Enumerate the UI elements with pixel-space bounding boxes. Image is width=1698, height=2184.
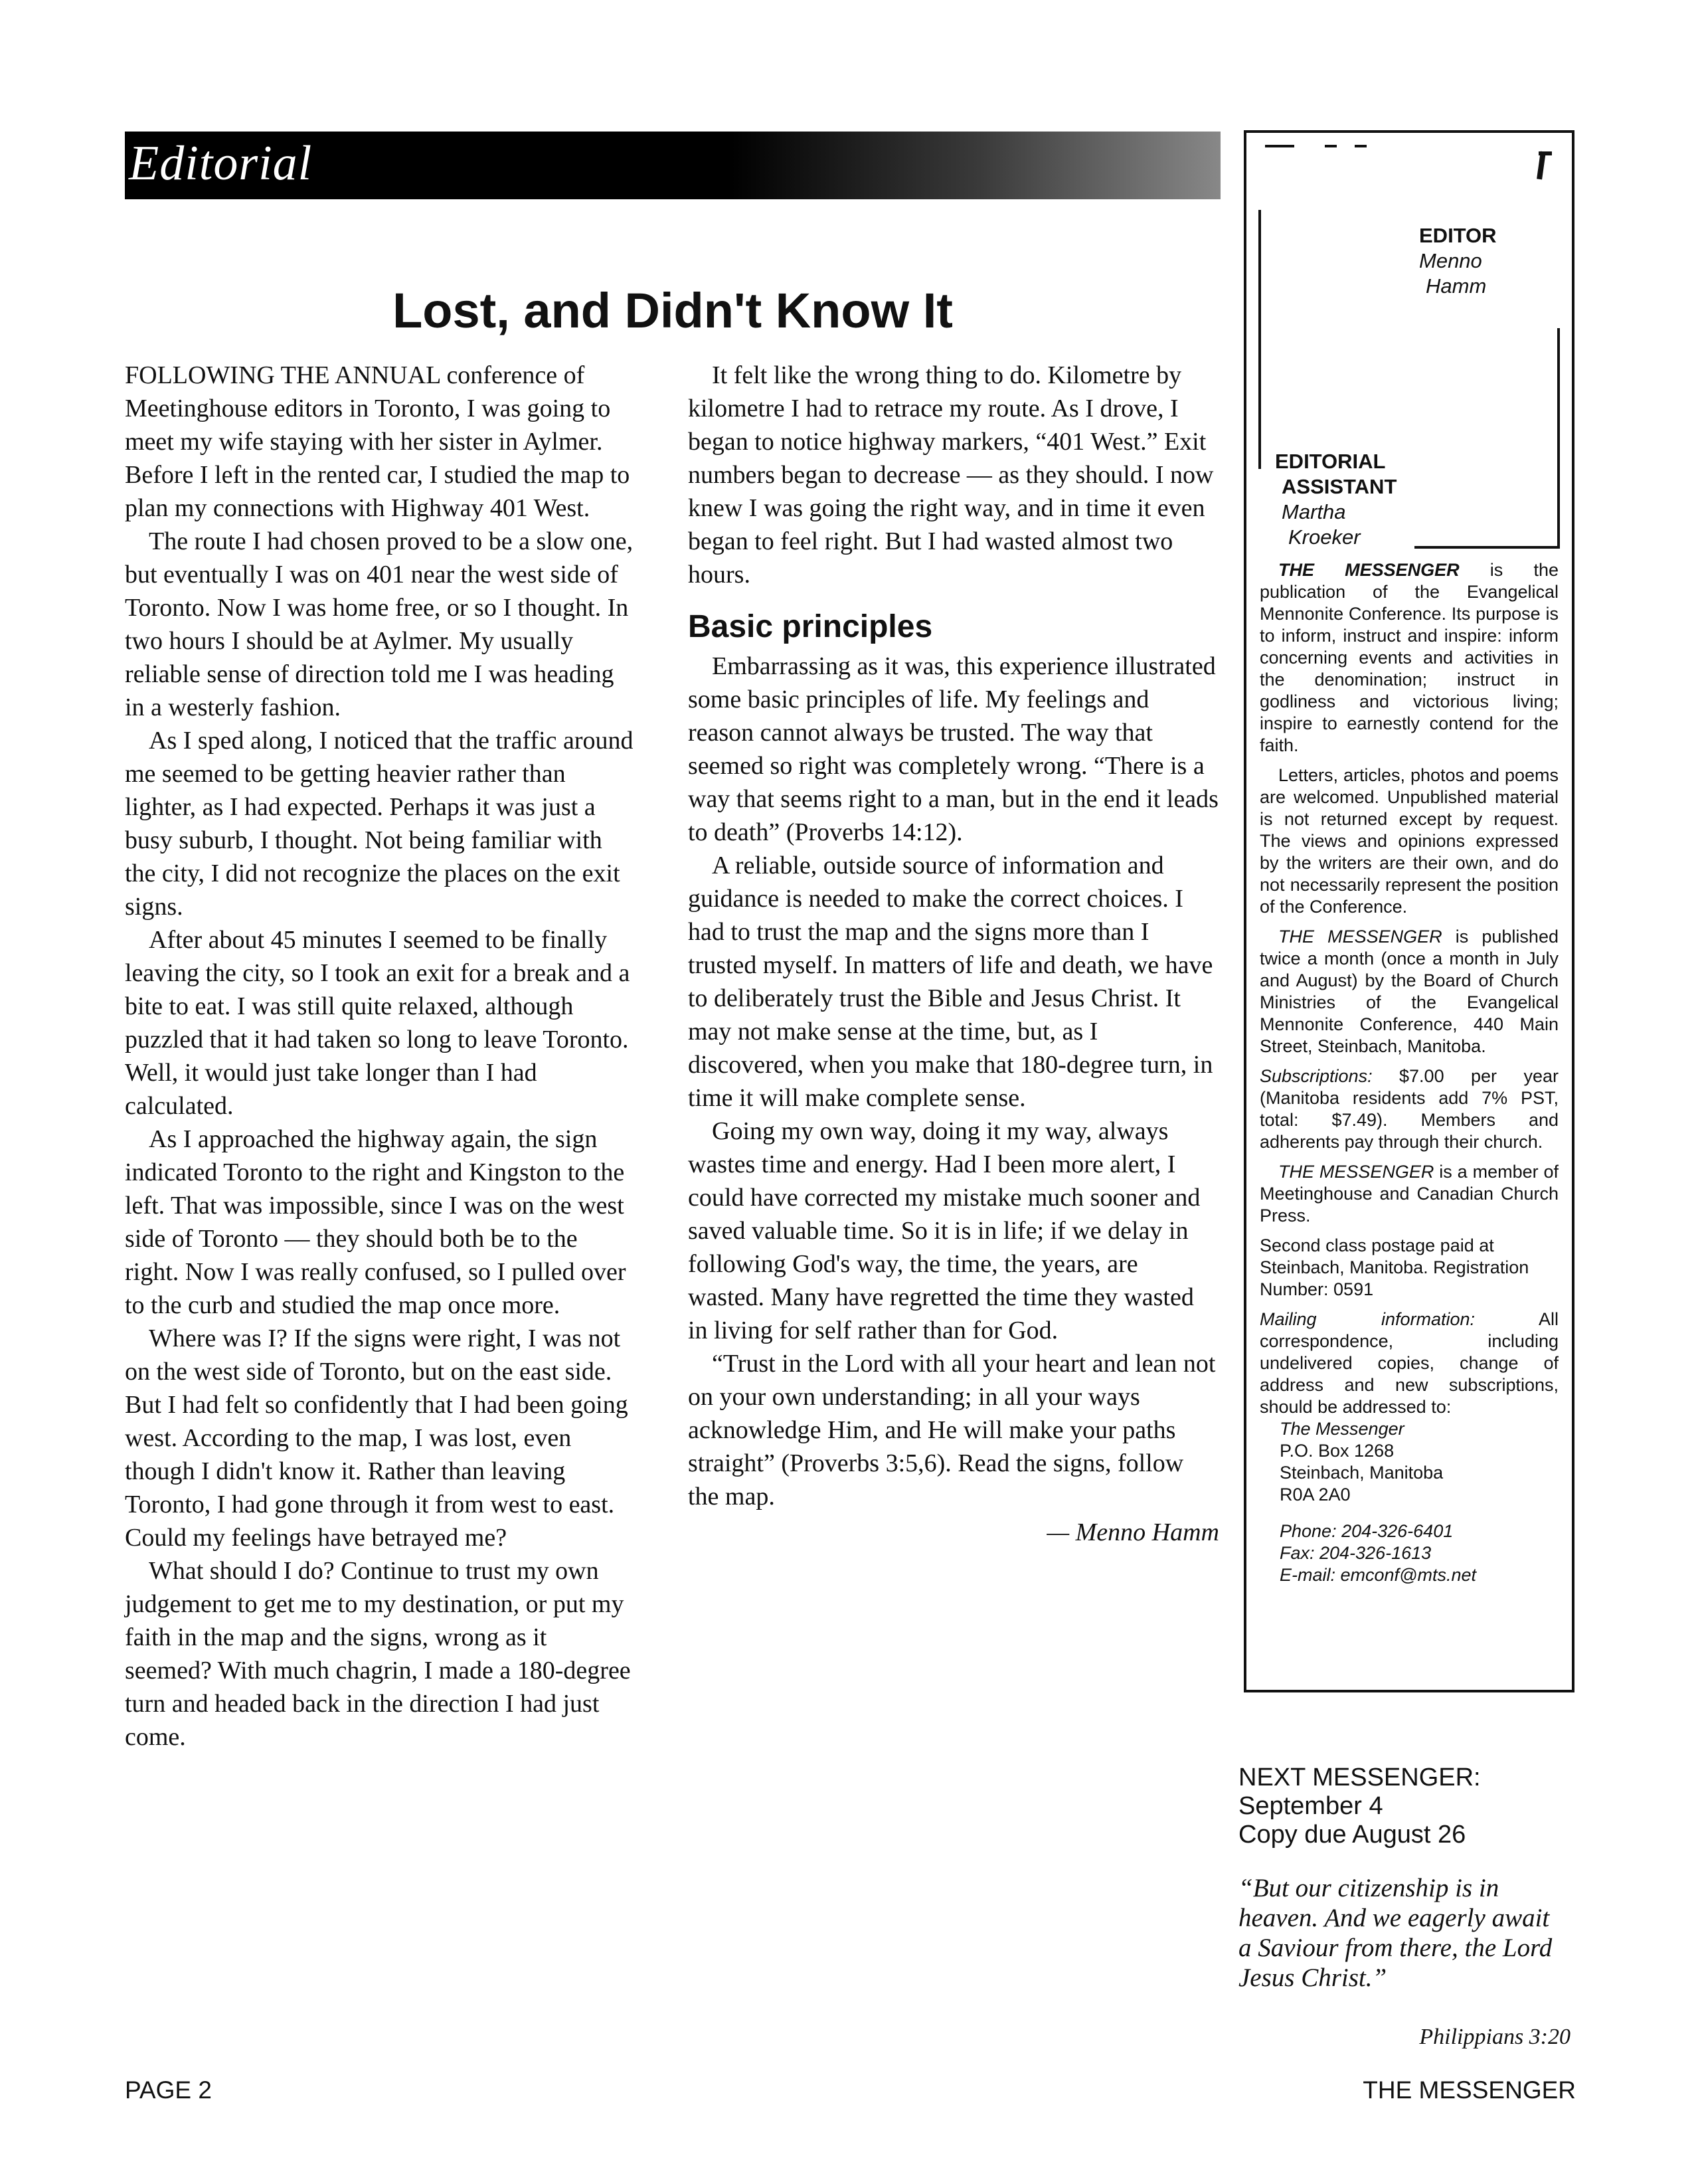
- masthead-paragraph: Second class postage paid at Steinbach, Manitoba. Registration Number: 0591: [1260, 1235, 1529, 1299]
- article-paragraph: Where was I? If the signs were right, I was not on the west side of Toronto, but on the east side. But I had felt so confidently that I had been going west. According to the map, I was lost, even though I didn't know it. Rather than leaving Toronto, I had gone through it from west to east. Could my feelings have betrayed me?: [125, 1324, 628, 1552]
- email: E-mail: emconf@mts.net: [1280, 1565, 1476, 1585]
- publication-name: THE MESSENGER: [1278, 560, 1460, 580]
- assistant-label: ASSISTANT: [1282, 475, 1397, 498]
- article-paragraph: The route I had chosen proved to be a slow one, but eventually I was on 401 near the west side of Toronto. Now I was home free, or so I thought. In two hours I should be at Aylmer. My usually reliable sense of direction told me I was heading in a westerly fashion.: [125, 527, 634, 721]
- article-paragraph: As I approached the highway again, the sign indicated Toronto to the right and Kingston to the left. That was impossible, since I was on the west side of Toronto — they should both be to the right. Now I was really confused, so I pulled over to the curb and studied the map once more.: [125, 1125, 626, 1319]
- article-paragraph: As I sped along, I noticed that the traffic around me seemed to be getting heavier rather than lighter, as I had expected. Perhaps it was just a busy suburb, I thought. Not being familiar with the city, I did not recognize the places on the exit signs.: [125, 727, 634, 921]
- masthead-ornament: [1265, 145, 1294, 147]
- masthead-paragraph: Letters, articles, photos and poems are welcomed. Unpublished material is not returned except by request. The views and opinions expressed by the writers are their own, and do not necessarily represent the position of the Conference.: [1260, 765, 1559, 917]
- scripture-reference: Philippians 3:20: [1419, 2025, 1571, 2049]
- article-paragraph: Embarrassing as it was, this experience illustrated some basic principles of life. My feelings and reason cannot always be trusted. The way that seemed so right was completely wrong. “There is a way that seems right to a man, but in the end it leads to death” (Proverbs 14:12).: [688, 652, 1219, 846]
- masthead-paragraph: THE MESSENGER is a member of Meetinghouse and Canadian Church Press.: [1260, 1162, 1559, 1226]
- masthead-rule: [1414, 546, 1560, 549]
- article-paragraph: After about 45 minutes I seemed to be finally leaving the city, so I took an exit for a break and a bite to eat. I was still quite relaxed, although puzzled that it had taken so long to leave Toronto. Well, it would just take longer than I had calculated.: [125, 926, 630, 1120]
- editor-name: Hamm: [1426, 274, 1487, 298]
- article-paragraph: What should I do? Continue to trust my own judgement to get me to my destination, or put my faith in the map and the signs, wrong as it seemed? With much chagrin, I made a 180-degree turn and headed back in the direction I had just come.: [125, 1557, 631, 1751]
- article-byline: — Menno Hamm: [1047, 1518, 1219, 1546]
- editor-block: [1419, 223, 1497, 299]
- masthead-ornament: [1325, 145, 1337, 147]
- masthead-rule: [1557, 328, 1560, 547]
- mailing-address: The Messenger P.O. Box 1268 Steinbach, Manitoba R0A 2A0 Phone: 204-326-6401 Fax: 204-326-1613 E-mail: emconf@mts.net: [1260, 1418, 1559, 1586]
- publication-footer: THE MESSENGER: [1363, 2076, 1576, 2104]
- masthead-paragraph: THE MESSENGER is the publication of the Evangelical Mennonite Conference. Its purpose is to inform, instruct and inspire: inform concerning events and activities in the denomination; instruct in godliness and victorious living; inspire to earnestly contend for the faith.: [1260, 560, 1559, 755]
- article-paragraph: Going my own way, doing it my way, always wastes time and energy. Had I been more alert, I could have corrected my mistake much sooner and saved valuable time. So it is in life; if we delay in following God's way, the time, the years, are wasted. Many have regretted the time they wasted in living for self rather than for God.: [688, 1117, 1201, 1344]
- masthead-ornament: [1355, 145, 1367, 147]
- article-headline: Lost, and Didn't Know It: [392, 283, 953, 338]
- assistant-label: EDITORIAL: [1275, 450, 1386, 473]
- publication-name: THE MESSENGER: [1278, 1162, 1434, 1182]
- publication-name: THE MESSENGER: [1278, 927, 1442, 947]
- masthead-rule: [1258, 210, 1261, 469]
- scripture-quote: “But our citizenship is in heaven. And we eagerly await a Saviour from there, the Lord Jesus Christ.”: [1238, 1874, 1553, 1992]
- page-number: PAGE 2: [125, 2076, 212, 2104]
- masthead-paragraph: Subscriptions: $7.00 per year (Manitoba residents add 7% PST, total: $7.49). Members and adherents pay through their church.: [1260, 1066, 1559, 1152]
- editor-label: EDITOR: [1419, 224, 1497, 247]
- masthead-paragraph: Mailing information: All correspondence, including undelivered copies, change of address and new subscriptions, should be addressed to:: [1260, 1309, 1559, 1417]
- masthead-ornament: [1539, 151, 1552, 155]
- article-paragraph: A reliable, outside source of information and guidance is needed to make the correct choices. I had to trust the map and the signs more than I trusted myself. In matters of life and death, we have to deliberately trust the Bible and Jesus Christ. It may not make sense at the time, but, as I discovered, when you make that 180-degree turn, in time it will make complete sense.: [688, 852, 1213, 1112]
- fax: Fax: 204-326-1613: [1280, 1543, 1432, 1563]
- article-paragraph: It felt like the wrong thing to do. Kilometre by kilometre I had to retrace my route. As I drove, I began to notice highway markers, “401 West.” Exit numbers began to decrease — as they should. I now knew I was going the right way, and in time it even began to feel right. But I had wasted almost two hours.: [688, 361, 1214, 589]
- article-column-1: [125, 359, 636, 1754]
- article-paragraph: “Trust in the Lord with all your heart and lean not on your own understanding; in all your ways acknowledge Him, and He will make your paths straight” (Proverbs 3:5,6). Read the signs, follow the map.: [688, 1350, 1216, 1510]
- phone: Phone: 204-326-6401: [1280, 1521, 1454, 1541]
- next-messenger-notice: NEXT MESSENGER: September 4 Copy due August 26: [1238, 1764, 1481, 1849]
- article-paragraph: FOLLOWING THE ANNUAL conference of Meetinghouse editors in Toronto, I was going to meet my wife staying with her sister in Aylmer. Before I left in the rented car, I studied the map to plan my connections with Highway 401 West.: [125, 361, 630, 522]
- assistant-name: Martha: [1282, 500, 1346, 523]
- masthead-paragraph: THE MESSENGER is published twice a month (once a month in July and August) by the Board of Church Ministries of the Evangelical Mennonite Conference, 440 Main Street, Steinbach, Manitoba.: [1260, 927, 1559, 1056]
- assistant-block: [1275, 449, 1397, 550]
- section-banner-title: Editorial: [129, 136, 313, 191]
- editor-name: Menno: [1419, 249, 1482, 272]
- article-column-2: [688, 359, 1219, 1549]
- masthead-text: [1260, 559, 1559, 1586]
- article-subhead: Basic principles: [688, 609, 933, 644]
- assistant-name: Kroeker: [1288, 525, 1361, 549]
